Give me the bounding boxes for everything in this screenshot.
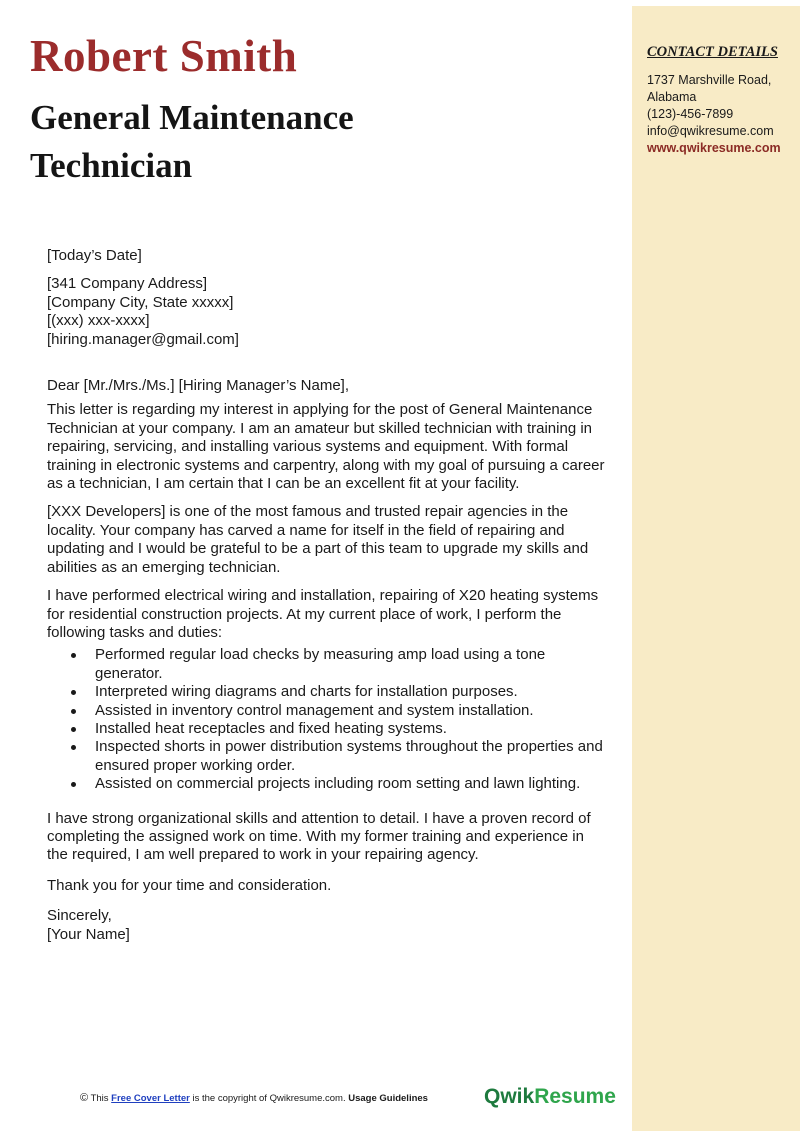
recipient-phone: [(xxx) xxx-xxxx] <box>47 312 150 330</box>
salutation: Dear [Mr./Mrs./Ms.] [Hiring Manager’s Name], <box>47 377 350 395</box>
duties-list <box>47 646 607 793</box>
list-item: Assisted in inventory control management and system installation. <box>47 702 607 720</box>
usage-guidelines-link[interactable]: Usage Guidelines <box>348 1093 428 1104</box>
recipient-address: [341 Company Address] <box>47 275 208 293</box>
list-item: Assisted on commercial projects including room setting and lawn lighting. <box>47 775 607 793</box>
recipient-block <box>47 275 607 349</box>
copyright-icon: © <box>80 1092 89 1104</box>
contact-phone: (123)-456-7899 <box>647 107 734 121</box>
list-item: Interpreted wiring diagrams and charts for installation purposes. <box>47 683 607 701</box>
footer-text-middle: is the copyright of Qwikresume.com. <box>192 1093 346 1104</box>
contact-details-heading: CONTACT DETAILS <box>647 44 778 60</box>
contact-website[interactable]: www.qwikresume.com <box>647 141 781 155</box>
logo-part-qwik: Qwik <box>484 1085 535 1108</box>
logo-part-resume: Resume <box>534 1085 616 1108</box>
thanks-line: Thank you for your time and consideration. <box>47 876 332 894</box>
recipient-email: [hiring.manager@gmail.com] <box>47 330 239 348</box>
contact-info <box>647 72 797 157</box>
signoff: Sincerely, <box>47 907 112 925</box>
list-item: Installed heat receptacles and fixed heating systems. <box>47 720 607 738</box>
paragraph-closing: I have strong organizational skills and attention to detail. I have a proven record of completing the assigned work on time. With my former training and experience in the required, I am well prepared to work in your repairing agency. <box>47 809 591 864</box>
list-item: Inspected shorts in power distribution systems throughout the properties and ensured proper working order. <box>47 738 607 775</box>
paragraph-experience: I have performed electrical wiring and installation, repairing of X20 heating systems for residential construction projects. At my current place of work, I perform the following tasks and duties: <box>47 587 599 641</box>
letter-date: [Today’s Date] <box>47 247 142 264</box>
recipient-city: [Company City, State xxxxx] <box>47 293 234 311</box>
contact-email[interactable]: info@qwikresume.com <box>647 124 774 138</box>
paragraph-company: [XXX Developers] is one of the most famous and trusted repair agencies in the locality. Your company has carved a name for itself in the field of repairing and updating and I would be grateful to be a part of this team to upgrade my skills and abilities as an emerging technician. <box>47 503 589 576</box>
list-item: Performed regular load checks by measuring amp load using a tone generator. <box>47 646 607 683</box>
paragraph-intro: This letter is regarding my interest in applying for the post of General Maintenance Technician at your company. I am an amateur but skilled technician with training in repairing, servicing, and installing various systems and equipment. With formal training in electronic systems and carpentry, along with my goal of pursuing a career as a technician, I am certain that I can be an excellent fit at your facility. <box>47 401 605 493</box>
contact-address-line1: 1737 Marshville Road, <box>647 73 772 87</box>
contact-sidebar <box>632 6 800 1131</box>
contact-address-line2: Alabama <box>647 90 697 104</box>
copyright-footer <box>80 1092 428 1104</box>
job-title: General Maintenance Technician <box>30 98 354 185</box>
letter-body <box>47 247 607 944</box>
qwikresume-logo[interactable] <box>484 1085 616 1109</box>
signature: [Your Name] <box>47 925 130 943</box>
free-cover-letter-link[interactable]: Free Cover Letter <box>111 1093 190 1104</box>
applicant-name: Robert Smith <box>30 31 298 81</box>
footer-text-this: This <box>90 1093 109 1104</box>
